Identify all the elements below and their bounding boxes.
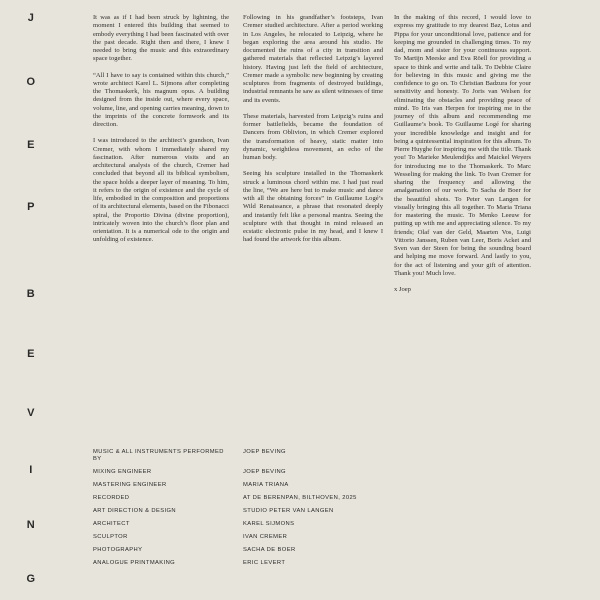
spine-letter: O (26, 76, 36, 88)
credit-name: AT DE BERENPAN, BILTHOVEN, 2025 (243, 495, 357, 501)
credit-name: STUDIO PETER VAN LANGEN (243, 508, 334, 514)
spine-letter: E (27, 348, 35, 360)
paragraph: Seeing his sculpture installed in the Thomaskerk struck a luminous chord within me. I had just read the line, “We are here but to make music and dance with all the obtaining forces” in Guillaume Logé’s Wild Renaissance, a phrase that resonated deeply and instantly felt like a personal mantra. Seeing the sculpture with that thought in mind released an ecstatic electronic pulse in my head, and I knew I had found the artwork for this album. (243, 170, 383, 244)
spine-letter: G (26, 573, 36, 585)
paragraph: It was as if I had been struck by lightning, the moment I entered this building that seemed to embody everything I had been fascinated with over the past decade. Right then and there, I knew I needed to bring the music and this extraordinary space together. (93, 14, 229, 63)
credit-name: SACHA DE BOER (243, 547, 296, 553)
credit-row (93, 521, 413, 528)
spine-letter: E (27, 139, 35, 151)
spine-letter: V (27, 407, 35, 419)
credit-role: ANALOGUE PRINTMAKING (93, 560, 176, 566)
credit-role: MUSIC & ALL INSTRUMENTS PERFORMED BY (93, 449, 224, 462)
credit-role: MASTERING ENGINEER (93, 482, 167, 488)
credit-row (93, 482, 413, 489)
spine-letter: J (27, 12, 35, 24)
credit-row (93, 495, 413, 502)
paragraph: These materials, harvested from Leipzig’s ruins and former battlefields, became the foundation of Dancers from Oblivion, in which Cremer explored the transformation of heavy, static matter into dynamic, weightless movement, an echo of the human body. (243, 112, 383, 161)
paragraph: Following in his grandfather’s footsteps, Ivan Cremer studied architecture. After a period working in Los Angeles, he relocated to Leipzig, where he began exploring the area around his studio. He documented the ruins of a city in transition and gathered materials that reflected Leipzig’s layered history. Having just left the field of architecture, Cremer made a symbolic new beginning by creating sculptures from fragments of destroyed buildings, industrial remnants he saw as silent witnesses of time and its events. (243, 14, 384, 104)
acknowledgements-paragraph: In the making of this record, I would love to express my gratitude to my dearest Baz, Lotus and Pippa for your unconditional love, patience and for keeping me grounded in challenging times. To my dad, mom and sister for your continuous support. To Martijn Meeske and Eva Röell for providing a space to think and write and talk. To Debbie Claire for believing in this music and giving me the confidence to go on. To Christian Badzura for your sensitivity and honesty. To Joris van Welsen for eliminating the obstacles and providing peace of mind. To Iris van Herpen for inspiring me in the journey of this album and recommending me Guillaume’s book. To Guillaume Logé for sharing your incredible knowledge and insight and for being a quintessential inspiration for this album. To Pierre Huyghe for inspiring me with the title. Thank you! To Marieke Meulendijks and Maickel Weyers for introducing me to the Thomaskerk. To Marc Wesseling for making the link. To Ivan Cremer for sharing the frequency and allowing the amalgamation of our work. To Sacha de Boer for the beautiful shots. To Peter van Langen for visually bringing this all together. To Maria Triana for mastering the music. To Menko Leeuw for putting up with me and appreciating silence. To my friends; Olaf van der Geld, Maarten Vos, Luigi Vittorio Janssen, Ruben van Leer, Boris Acket and Sven van der Steen for being the sounding board and helping me move forward. And lastly to you, for the act of listening and your gift of attention. Thank you! Much love. (394, 14, 531, 277)
credit-name: JOEP BEVING (243, 469, 286, 475)
credit-role: RECORDED (93, 495, 130, 501)
credit-name: IVAN CREMER (243, 534, 288, 540)
credit-row (93, 547, 413, 554)
credit-row (93, 534, 413, 541)
credit-row (93, 508, 413, 515)
credit-role: PHOTOGRAPHY (93, 547, 143, 553)
spine-letter: P (27, 201, 35, 213)
artist-name-vertical (0, 0, 60, 600)
credit-row (93, 449, 413, 463)
credit-role: ART DIRECTION & DESIGN (93, 508, 176, 514)
credit-name: KAREL SIJMONS (243, 521, 295, 527)
credit-row (93, 469, 413, 476)
credit-name: ERIC LEVERT (243, 560, 286, 566)
spine-letter: I (29, 464, 33, 476)
essay-column-2 (243, 14, 383, 253)
credit-role: SCULPTOR (93, 534, 128, 540)
acknowledgements-column (394, 14, 531, 294)
credit-name: JOEP BEVING (243, 449, 286, 455)
spine-letter: N (26, 519, 36, 531)
spine-letter: B (26, 288, 36, 300)
signoff: x Joep (394, 286, 411, 293)
paragraph: “All I have to say is contained within this church,” wrote architect Karel L. Sijmons after completing the Thomaskerk, his magnum opus. A building designed from the inside out, where every space, volume, line, and opening carries meaning, down to the imprints of the concrete formwork and its direction. (93, 71, 229, 128)
credit-name: MARIA TRIANA (243, 482, 289, 488)
credit-role: MIXING ENGINEER (93, 469, 152, 475)
credit-role: ARCHITECT (93, 521, 130, 527)
credit-row (93, 560, 413, 567)
essay-column-1 (93, 14, 229, 253)
credits-list (93, 449, 413, 573)
paragraph: I was introduced to the architect’s grandson, Ivan Cremer, with whom I immediately shared my fascination. After numerous visits and an architectural analysis of the church, Cremer had concluded that beyond all its biblical symbolism, the space holds a deeper layer of meaning. To him, it refers to the origin of existence and the cycle of life, embodied in the composition and proportions of its architectural elements, based on the Fibonacci spiral, the Proportio Divina (divine proportion), intricately woven into the church’s floor plan and orientation. It is a numerical ode to the origin and unfolding of existence. (93, 137, 229, 244)
